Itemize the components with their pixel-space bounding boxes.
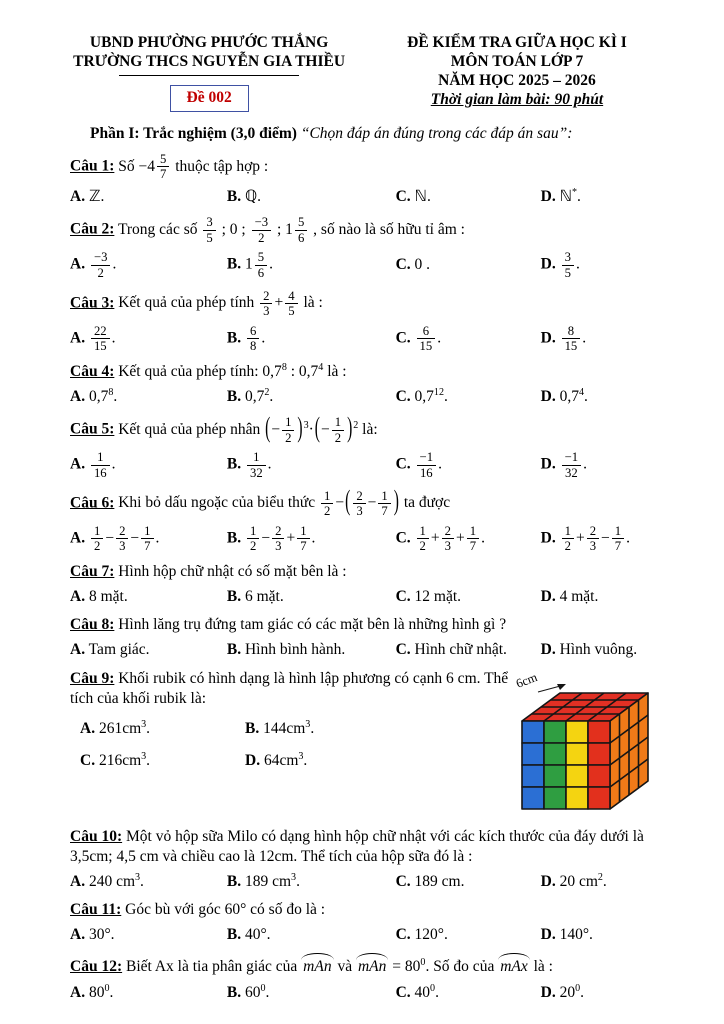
question-2	[70, 215, 662, 280]
question-12	[70, 953, 662, 1002]
org-line1: UBND PHƯỜNG PHƯỚC THẮNG	[89, 34, 329, 51]
option-C: C. 12 mặt.	[395, 588, 462, 606]
option-A: A. $\frac{1}{2}$ − $\frac{2}{3}$ − $\frac{1}{7}$ .	[70, 523, 160, 554]
option-D: D. $0,7^4$.	[540, 386, 588, 406]
option-C: C. $\frac{1}{2}$ + $\frac{2}{3}$ + $\frac{1}{7}$ .	[395, 523, 485, 554]
option-A: A. 8 mặt.	[70, 588, 128, 606]
question-label: Câu 9:	[70, 669, 115, 687]
question-text: Câu 9: Khối rubik có hình dạng là hình lập phương có cạnh 6 cm. Thể tích của khối rubik là:	[70, 669, 509, 707]
question-6	[70, 485, 662, 554]
exam-title: ĐỀ KIỂM TRA GIỮA HỌC KÌ I	[407, 34, 627, 51]
fraction: $\frac{1}{2}$	[562, 524, 574, 554]
fraction: $\frac{2}{3}$	[272, 524, 284, 554]
fraction: $\frac{1}{7}$	[297, 524, 309, 554]
fraction: $\frac{1}{2}$	[417, 524, 429, 554]
fraction: $\frac{6}{15}$	[417, 324, 436, 354]
fraction: $\frac{1}{7}$	[141, 524, 153, 554]
fraction: $\frac{1}{2}$	[332, 415, 344, 445]
question-5	[70, 412, 662, 480]
exam-duration: Thời gian làm bài: 90 phút	[430, 90, 604, 108]
option-C: C. $\frac{6}{15}$ .	[395, 323, 442, 354]
fraction: $\frac{1}{2}$	[91, 524, 103, 554]
exam-code-box	[170, 85, 249, 112]
options	[70, 587, 662, 607]
exam-title-block	[372, 34, 662, 110]
question-label: Câu 2:	[70, 220, 115, 238]
question-label: Câu 5:	[70, 420, 115, 438]
option-C: C. 189 cm.	[395, 872, 465, 890]
option-D: D. 4 mặt.	[540, 588, 599, 606]
question-text: Câu 5: Kết quả của phép nhân (− $\frac{1}{2}$ )$^3$·(− $\frac{1}{2}$ )$^2$ là:	[70, 415, 662, 445]
option-A: A. Tam giác.	[70, 641, 150, 659]
option-B: B. 40°.	[226, 926, 271, 944]
option-B: B. 6 mặt.	[226, 588, 284, 606]
fraction: $\frac{-1}{16}$	[417, 450, 437, 480]
option-B: B. Hình bình hành.	[226, 641, 346, 659]
question-4	[70, 362, 662, 407]
fraction: $\frac{1}{7}$	[467, 524, 479, 554]
question-label: Câu 10:	[70, 827, 123, 845]
option-D: D. ℕ*.	[540, 186, 581, 206]
question-text: Câu 11: Góc bù với góc 60° có số đo là :	[70, 901, 326, 919]
questions-list	[70, 152, 662, 1003]
fraction: $\frac{1}{7}$	[612, 524, 624, 554]
exam-subject: MÔN TOÁN LỚP 7	[450, 52, 584, 70]
question-text: Câu 10: Một vỏ hộp sữa Milo có dạng hình hộp chữ nhật với các kích thước của đáy dưới là 3,5cm; 4,5 cm và chiều cao là 12cm. Thể tích của hộp sữa đó là :	[70, 827, 644, 865]
option-B: B. $\frac{6}{8}$ .	[226, 323, 266, 354]
big-paren: (	[345, 485, 351, 518]
fraction: $\frac{1}{2}$	[282, 415, 294, 445]
options	[70, 524, 662, 554]
angle-arc: mAn	[301, 953, 333, 977]
options	[80, 719, 450, 771]
big-paren: )	[393, 485, 399, 518]
options	[70, 450, 662, 480]
option-D: D. $64cm^3$.	[245, 750, 308, 769]
section-title: Phần I: Trắc nghiệm (3,0 điểm)	[90, 124, 297, 142]
option-B: B. $60^0$.	[226, 982, 270, 1001]
question-text: Câu 12: Biết Ax là tia phân giác của mAn và mAn = $80^0$. Số đo của mAx là :	[70, 953, 662, 977]
fraction: $\frac{1}{2}$	[321, 489, 333, 519]
option-D: D. 20 $cm^2$.	[540, 871, 607, 890]
options	[70, 925, 662, 945]
option-A: A. 30°.	[70, 926, 115, 944]
question-text: Câu 1: Số −4 $\frac{5}{7}$ thuộc tập hợp :	[70, 151, 269, 182]
option-C: C. $216cm^3$.	[80, 750, 151, 769]
fraction: $\frac{1}{2}$	[247, 524, 259, 554]
option-D: D. 140°.	[540, 926, 593, 944]
option-B: B. $144cm^3$.	[245, 718, 315, 737]
option-C: C. $\frac{-1}{16}$ .	[395, 450, 442, 480]
exam-code: Đề 002	[186, 88, 232, 106]
option-B: B. $0,7^2$.	[226, 386, 274, 406]
question-label: Câu 12:	[70, 958, 123, 976]
big-paren: (	[314, 412, 320, 444]
option-B: B. 1 $\frac{5}{6}$ .	[226, 250, 273, 280]
options	[70, 324, 662, 354]
rubik-cube-image	[510, 671, 672, 819]
question-label: Câu 6:	[70, 494, 115, 512]
rubik-cube-svg	[510, 671, 672, 813]
fraction: $\frac{2}{3}$	[587, 524, 599, 554]
options	[70, 387, 662, 407]
option-C: C. Hình chữ nhật.	[395, 641, 507, 659]
question-3	[70, 289, 662, 354]
option-D: D. $\frac{3}{5}$ .	[540, 250, 580, 280]
fraction: $\frac{-1}{32}$	[562, 450, 582, 480]
fraction: $\frac{22}{15}$	[91, 324, 110, 354]
question-label: Câu 3:	[70, 294, 115, 312]
option-D: D. $20^0$.	[540, 982, 584, 1001]
option-C: C. $0,7^{12}$.	[395, 386, 448, 406]
fraction: $\frac{4}{5}$	[285, 289, 297, 319]
question-label: Câu 1:	[70, 157, 115, 175]
option-A: A. $\frac{-3}{2}$ .	[70, 250, 117, 280]
fraction: $\frac{2}{3}$	[353, 489, 365, 519]
option-A: A. $261cm^3$.	[80, 718, 151, 737]
option-A: A. $\frac{1}{16}$ .	[70, 450, 116, 480]
fraction: $\frac{2}{3}$	[260, 289, 272, 319]
option-A: A. $80^0$.	[70, 982, 114, 1001]
dimension-label	[514, 671, 566, 692]
question-text: Câu 4: Kết quả của phép tính: $0,7^8$ : $0,7^4$ là :	[70, 361, 347, 380]
fraction: $\frac{5}{6}$	[255, 250, 267, 280]
big-paren: )	[297, 412, 303, 444]
options	[70, 872, 662, 892]
org-line2: TRƯỜNG THCS NGUYỄN GIA THIỀU	[73, 52, 346, 70]
fraction: $\frac{3}{5}$	[562, 250, 574, 280]
option-B: B. $\frac{1}{2}$ − $\frac{2}{3}$ + $\frac{1}{7}$ .	[226, 523, 316, 554]
angle-arc: mAn	[356, 953, 388, 977]
question-label: Câu 7:	[70, 562, 115, 580]
option-C: C. 0 .	[395, 256, 431, 274]
question-label: Câu 4:	[70, 362, 115, 380]
fraction: $\frac{8}{15}$	[562, 324, 581, 354]
option-A: A. $0,7^8$.	[70, 386, 118, 406]
option-B: B. 189 $cm^3$.	[226, 871, 300, 890]
fraction: $\frac{5}{7}$	[157, 152, 169, 182]
fraction: $\frac{2}{3}$	[116, 524, 128, 554]
question-text: Câu 7: Hình hộp chữ nhật có số mặt bên là :	[70, 562, 347, 580]
section-heading	[70, 124, 662, 144]
question-1	[70, 152, 662, 207]
school-block	[70, 34, 348, 112]
option-A: A. 240 $cm^3$.	[70, 871, 144, 890]
option-D: D. $\frac{-1}{32}$ .	[540, 450, 587, 480]
big-paren: (	[265, 412, 271, 444]
options	[70, 187, 662, 207]
question-10	[70, 827, 662, 892]
question-11	[70, 900, 662, 945]
fraction: $\frac{1}{32}$	[247, 450, 266, 480]
question-9	[70, 669, 662, 819]
fraction: $\frac{3}{5}$	[203, 215, 215, 245]
fraction: $\frac{1}{16}$	[91, 450, 110, 480]
fraction: $\frac{1}{7}$	[378, 489, 390, 519]
question-text: Câu 8: Hình lăng trụ đứng tam giác có các mặt bên là những hình gì ?	[70, 616, 507, 634]
option-A: A. $\frac{22}{15}$ .	[70, 323, 116, 354]
option-D: D. Hình vuông.	[540, 641, 638, 659]
angle-arc: mAx	[498, 953, 530, 977]
option-C: C. 120°.	[395, 926, 448, 944]
option-C: C. $40^0$.	[395, 982, 439, 1001]
section-subtitle: “Chọn đáp án đúng trong các đáp án sau”:	[300, 124, 573, 142]
option-B: B. ℚ.	[226, 188, 262, 206]
question-8	[70, 615, 662, 660]
question-text: Câu 6: Khi bỏ dấu ngoặc của biểu thức $\frac{1}{2}$ −( $\frac{2}{3}$ − $\frac{1}{7}$ ) ta được	[70, 489, 662, 519]
fraction: $\frac{-3}{2}$	[91, 250, 111, 280]
fraction: $\frac{-3}{2}$	[252, 215, 272, 245]
question-label: Câu 11:	[70, 901, 122, 919]
option-B: B. $\frac{1}{32}$ .	[226, 450, 272, 480]
option-D: D. $\frac{1}{2}$ + $\frac{2}{3}$ − $\frac{1}{7}$ .	[540, 523, 631, 554]
fraction: $\frac{5}{6}$	[295, 215, 307, 245]
option-D: D. $\frac{8}{15}$ .	[540, 323, 587, 354]
fraction: $\frac{2}{3}$	[442, 524, 454, 554]
question-text: Câu 2: Trong các số $\frac{3}{5}$ ; 0 ; $\frac{-3}{2}$ ; 1 $\frac{5}{6}$ , số nào là số hữu tỉ âm :	[70, 215, 465, 245]
dimension-text: 6cm	[514, 670, 540, 691]
fraction: $\frac{6}{8}$	[247, 324, 259, 354]
option-A: A. ℤ.	[70, 188, 105, 206]
question-7	[70, 562, 662, 607]
options	[70, 640, 662, 660]
question-label: Câu 8:	[70, 616, 115, 634]
options	[70, 250, 662, 280]
header	[70, 34, 662, 112]
options	[70, 983, 662, 1003]
question-text: Câu 3: Kết quả của phép tính $\frac{2}{3}$ + $\frac{4}{5}$ là :	[70, 288, 323, 319]
option-C: C. ℕ.	[395, 188, 431, 206]
exam-year: NĂM HỌC 2025 – 2026	[438, 71, 596, 89]
big-paren: )	[347, 412, 353, 444]
